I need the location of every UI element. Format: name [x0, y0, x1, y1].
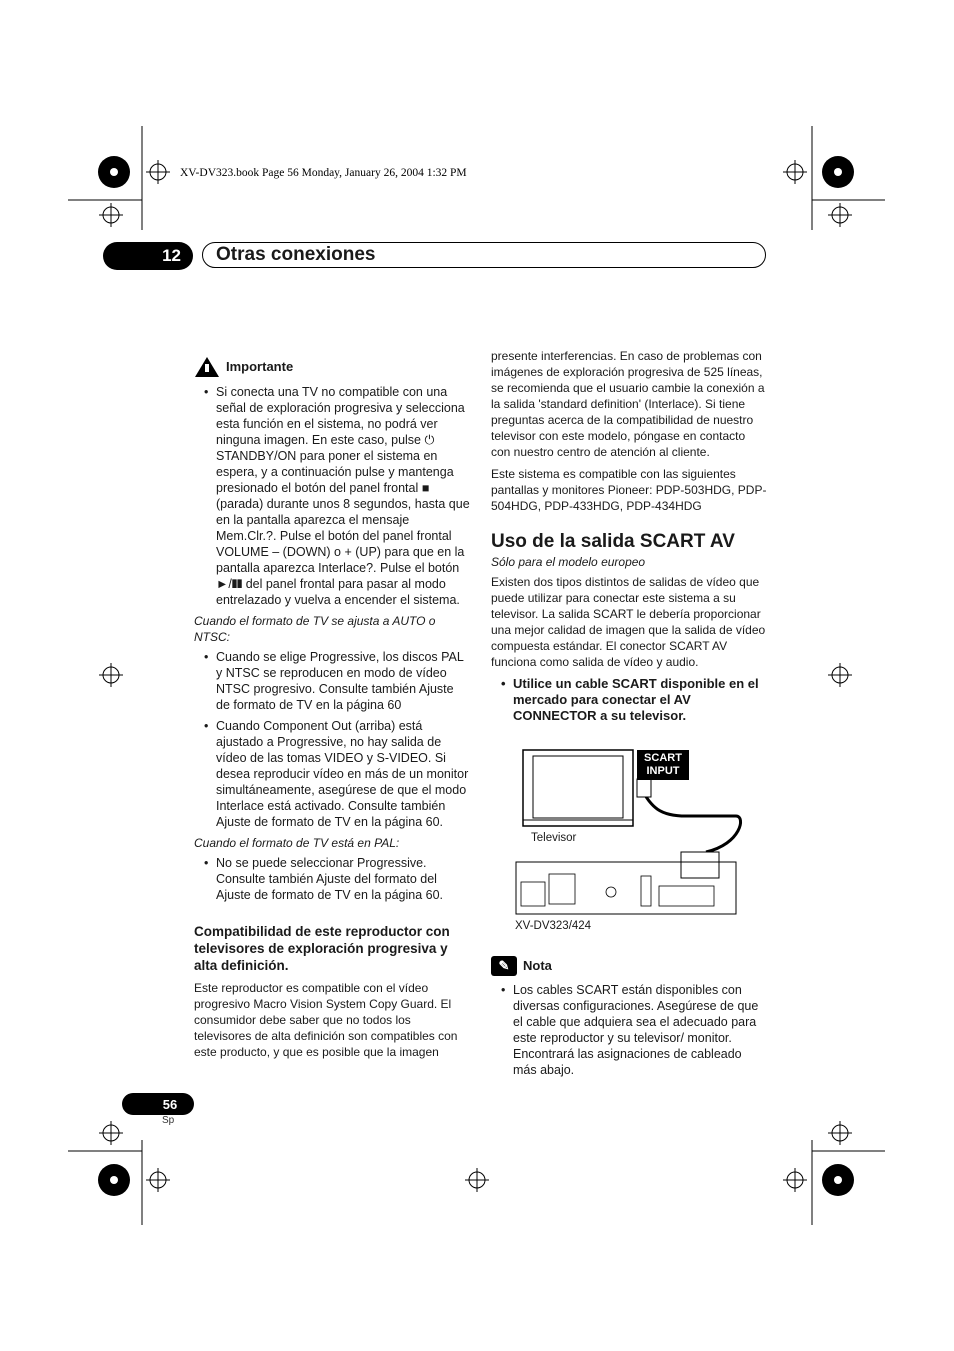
instruction-step: • Utilice un cable SCART disponible en el mercado para conectar el AV CONNECTOR a su televisor. — [491, 676, 767, 724]
print-header: XV-DV323.book Page 56 Monday, January 26, 2004 1:32 PM — [180, 167, 467, 179]
important-text: • Si conecta una TV no compatible con una señal de exploración progresiva y selecciona esta función en el sistema, no podrá ver ninguna imagen. En este caso, pulse ⏻ STANDBY/ON para poner el sistema en espera, y a continuación pulse y mantenga presionado el botón del panel frontal ■ (parada) durante unos 8 segundos, hasta que en la pantalla aparezca el mensaje Mem.Clr.?. Pulse el botón del panel frontal VOLUME – (DOWN) o + (UP) para que en la pantalla aparezca Interlace?. Pulse el botón ►/❚❚ del panel frontal para pasar al modo entrelazado y vuelva a encender el sistema. — [194, 384, 470, 608]
tv-label: Televisor — [531, 832, 577, 844]
page-number: 56 — [122, 1093, 194, 1115]
condition-auto-ntsc: Cuando el formato de TV se ajusta a AUTO o NTSC: — [194, 614, 436, 644]
chapter-title: Otras conexiones — [216, 244, 376, 265]
important-heading — [194, 356, 470, 378]
note-title: Nota — [523, 958, 552, 973]
language-code: Sp — [162, 1115, 175, 1126]
tv-illustration — [491, 734, 751, 934]
scart-input-badge: SCART INPUT — [637, 750, 689, 780]
list-item: • No se puede seleccionar Progressive. Consulte también Ajuste del formato del Ajuste de formato de TV en la página 60. — [194, 855, 470, 903]
connection-diagram — [491, 734, 751, 934]
chapter-number: 12 — [103, 242, 193, 270]
section-text: Existen dos tipos distintos de salidas de vídeo que puede utilizar para conectar este sistema a su televisor. La salida SCART le debería proporcionar una mejor calidad de imagen que la salida de vídeo compuesta estándar. El conector SCART AV funciona como salida de vídeo y audio. — [491, 575, 766, 669]
note-text: • Los cables SCART están disponibles con diversas configuraciones. Asegúrese de que el cable que adquiera sea el adecuado para este reproductor y su televisor/ monitor. Encontrará las asignaciones de cableado más abajo. — [491, 982, 767, 1078]
compatible-models: Este sistema es compatible con las siguientes pantallas y monitores Pioneer: PDP-503HDG, PDP-504HDG, PDP-433HDG, PDP-434HDG — [491, 467, 767, 513]
list-item: • Cuando Component Out (arriba) está ajustado a Progressive, no hay salida de vídeo de las tomas VIDEO y S-VIDEO. Si desea reproducir vídeo en más de un monitor simultáneamente, asegúrese de que el modo Interlace está activado. Consulte también Ajuste de formato de TV en la página 60. — [194, 718, 470, 830]
model-label: XV-DV323/424 — [515, 920, 592, 932]
list-item: • Cuando se elige Progressive, los discos PAL y NTSC se reproducen en modo de vídeo NTSC progresivo. Consulte también Ajuste de formato de TV en la página 60 — [194, 649, 470, 713]
compat-heading: Compatibilidad de este reproductor con televisores de exploración progresiva y alta definición. — [194, 924, 450, 973]
compat-text: Este reproductor es compatible con el vídeo progresivo Macro Vision System Copy Guard. El consumidor debe saber que no todos los televisores de alta definición son compatibles con este producto, y que es posible que la imagen — [194, 981, 458, 1059]
section-subtitle: Sólo para el modelo europeo — [491, 555, 646, 569]
warning-hand-icon — [194, 356, 220, 378]
right-column — [491, 348, 767, 1083]
continued-text: presente interferencias. En caso de problemas con imágenes de exploración progresiva de 525 líneas, se recomienda que el usuario cambie la conexión a la salida 'standard definition' (Interlace). Si tiene preguntas acerca de la compatibilidad de nuestro televisor con este modelo, póngase en contacto con nuestro centro de atención al cliente. — [491, 349, 765, 459]
note-pencil-icon: ✎ — [491, 956, 517, 976]
condition-pal: Cuando el formato de TV está en PAL: — [194, 836, 400, 850]
important-title: Importante — [226, 359, 294, 374]
note-heading — [491, 956, 767, 976]
left-column — [194, 356, 470, 1066]
section-title: Uso de la salida SCART AV — [491, 531, 735, 552]
